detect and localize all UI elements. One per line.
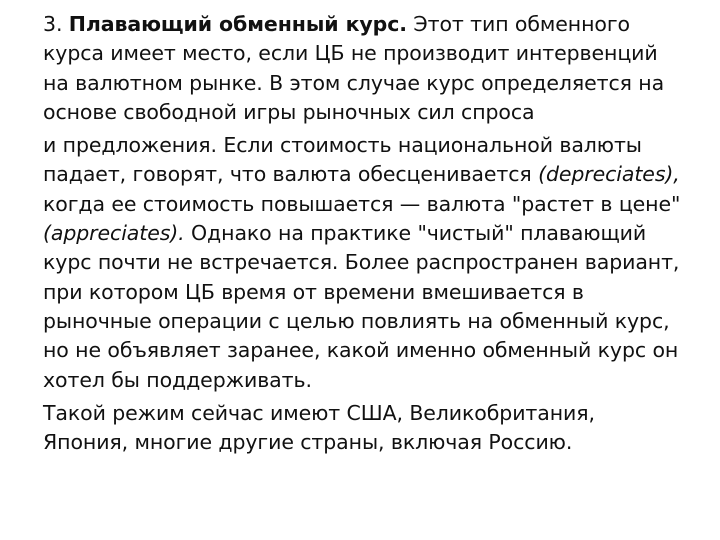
- item-number: 3.: [43, 12, 69, 36]
- section-heading: Плавающий обменный курс.: [68, 12, 407, 36]
- paragraph-text: Такой режим сейчас имеют США, Великобритания, Япония, многие другие страны, включая Россию.: [43, 400, 595, 455]
- paragraph-floating-rate: [43, 10, 683, 127]
- paragraph-text: и предложения. Если стоимость национальной валюты падает, говорят, что валюта обесценивается: [43, 133, 642, 187]
- term-depreciates: (depreciates),: [538, 162, 680, 187]
- paragraph-text: Однако на практике "чистый" плавающий курс почти не встречается. Более распространен вариант, при котором ЦБ время от времени вмешивается в рыночные операции с целью повлиять на обменный курс, но не объявляет заранее, какой именно обменный курс он хотел бы поддерживать.: [43, 221, 680, 392]
- paragraph-text: когда ее стоимость повышается — валюта "растет в цене": [43, 191, 681, 216]
- term-appreciates: (appreciates).: [43, 221, 185, 246]
- paragraph-countries: [43, 399, 683, 458]
- paragraph-depreciation: [43, 131, 683, 395]
- paragraph-text: Этот тип обменного курса имеет место, если ЦБ не производит интервенций на валютном рынке. В этом случае курс определяется на основе свободной игры рыночных сил спроса: [43, 12, 665, 124]
- body-text: [43, 10, 683, 457]
